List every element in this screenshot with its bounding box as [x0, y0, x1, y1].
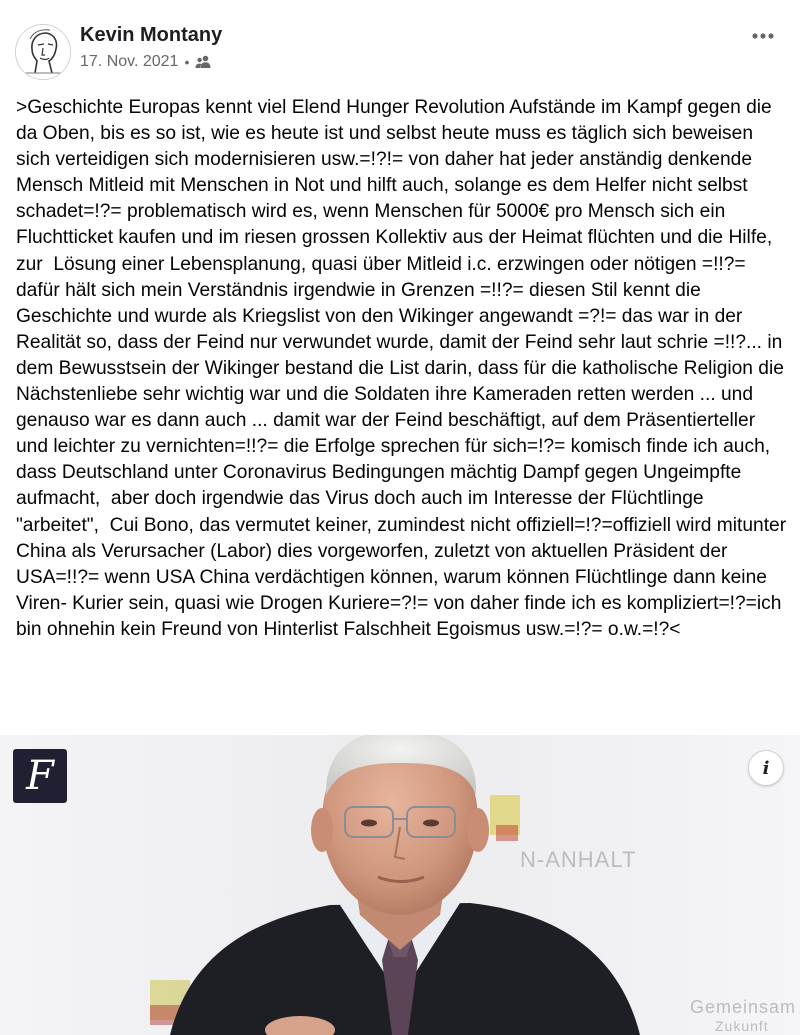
source-logo[interactable] — [13, 749, 67, 803]
info-button[interactable] — [748, 750, 784, 786]
avatar-sketch-icon — [16, 25, 70, 79]
post-header — [0, 0, 800, 90]
post-text: >Geschichte Europas kennt viel Elend Hunger Revolution Aufstände im Kampf gegen die da Oben, bis es so ist, wie es heute ist und selbst heute muss es täglich sich beweisen sich verteidigen sich modernisieren usw.=!?!= von daher hat jeder anständig denkende Mensch Mitleid mit Menschen in Not und hilft auch, solange es dem Helfer nicht selbst schadet=!?= problematisch wird es, wenn Menschen für 5000€ pro Mensch sich ein Fluchtticket kaufen und im riesen grossen Kollektiv aus der Heimat flüchten und die Hilfe, zur Lösung einer Lebensplanung, quasi über Mitleid i.c. erzwingen oder nötigen =!!?= dafür hält sich mein Verständnis irgendwie in Grenzen =!!?= diesen Stil kennt die Geschichte und wurde als Kriegslist von den Wikinger angewandt =?!= das war in der Realität so, dass der Feind nur verwundet wurde, damit der Feind sehr laut schrie =!!?... in dem Bewusstsein der Wikinger bestand die List darin, dass für die katholische Religion die Nächstenliebe sehr wichtig war und die Soldaten ihre Kameraden retten werden ... und genauso war es dann auch ... damit war der Feind beschäftigt, auf dem Präsentierteller und leichter zu vernichten=!!?= die Erfolge sprechen für sich=!?= komisch finde ich auch, dass Deutschland unter Coronavirus Bedingungen mächtig Dampf gegen Ungeimpfte aufmacht, aber doch irgendwie das Virus doch auch im Interesse der Flüchtlinge "arbeitet", Cui Bono, das vermutet keiner, zumindest nicht offiziell=!?=offiziell wird mitunter China als Verursacher (Labor) dies vorgeworfen, zuletzt von aktuellen Präsident der USA=!!?= wenn USA China verdächtigen können, warum können Flüchtlinge dann keine Viren- Kurier sein, quasi wie Drogen Kuriere=?!= von daher finde ich es kompliziert=!?=ich bin ohnehin kein Freund von Hinterlist Falschheit Egoismus usw.=!?= o.w.=!?< — [16, 97, 792, 640]
info-icon: i — [762, 757, 770, 779]
photo-man-in-suit — [0, 735, 800, 1035]
post-date[interactable]: 17. Nov. 2021 — [80, 53, 179, 70]
background-sign-text: N-ANHALT — [520, 847, 637, 872]
background-sign-bottom: Gemeinsam — [690, 997, 797, 1017]
meta-separator: • — [184, 54, 190, 70]
more-options-button[interactable] — [748, 24, 778, 48]
author-name[interactable]: Kevin Montany — [80, 24, 223, 46]
link-preview-image[interactable] — [0, 735, 800, 1035]
friends-icon — [195, 55, 211, 69]
background-sign-bottom-2: Zukunft — [715, 1018, 769, 1034]
more-options-icon — [751, 33, 775, 39]
post-meta — [80, 53, 211, 71]
source-logo-letter: F — [26, 753, 54, 799]
author-avatar[interactable] — [15, 24, 71, 80]
